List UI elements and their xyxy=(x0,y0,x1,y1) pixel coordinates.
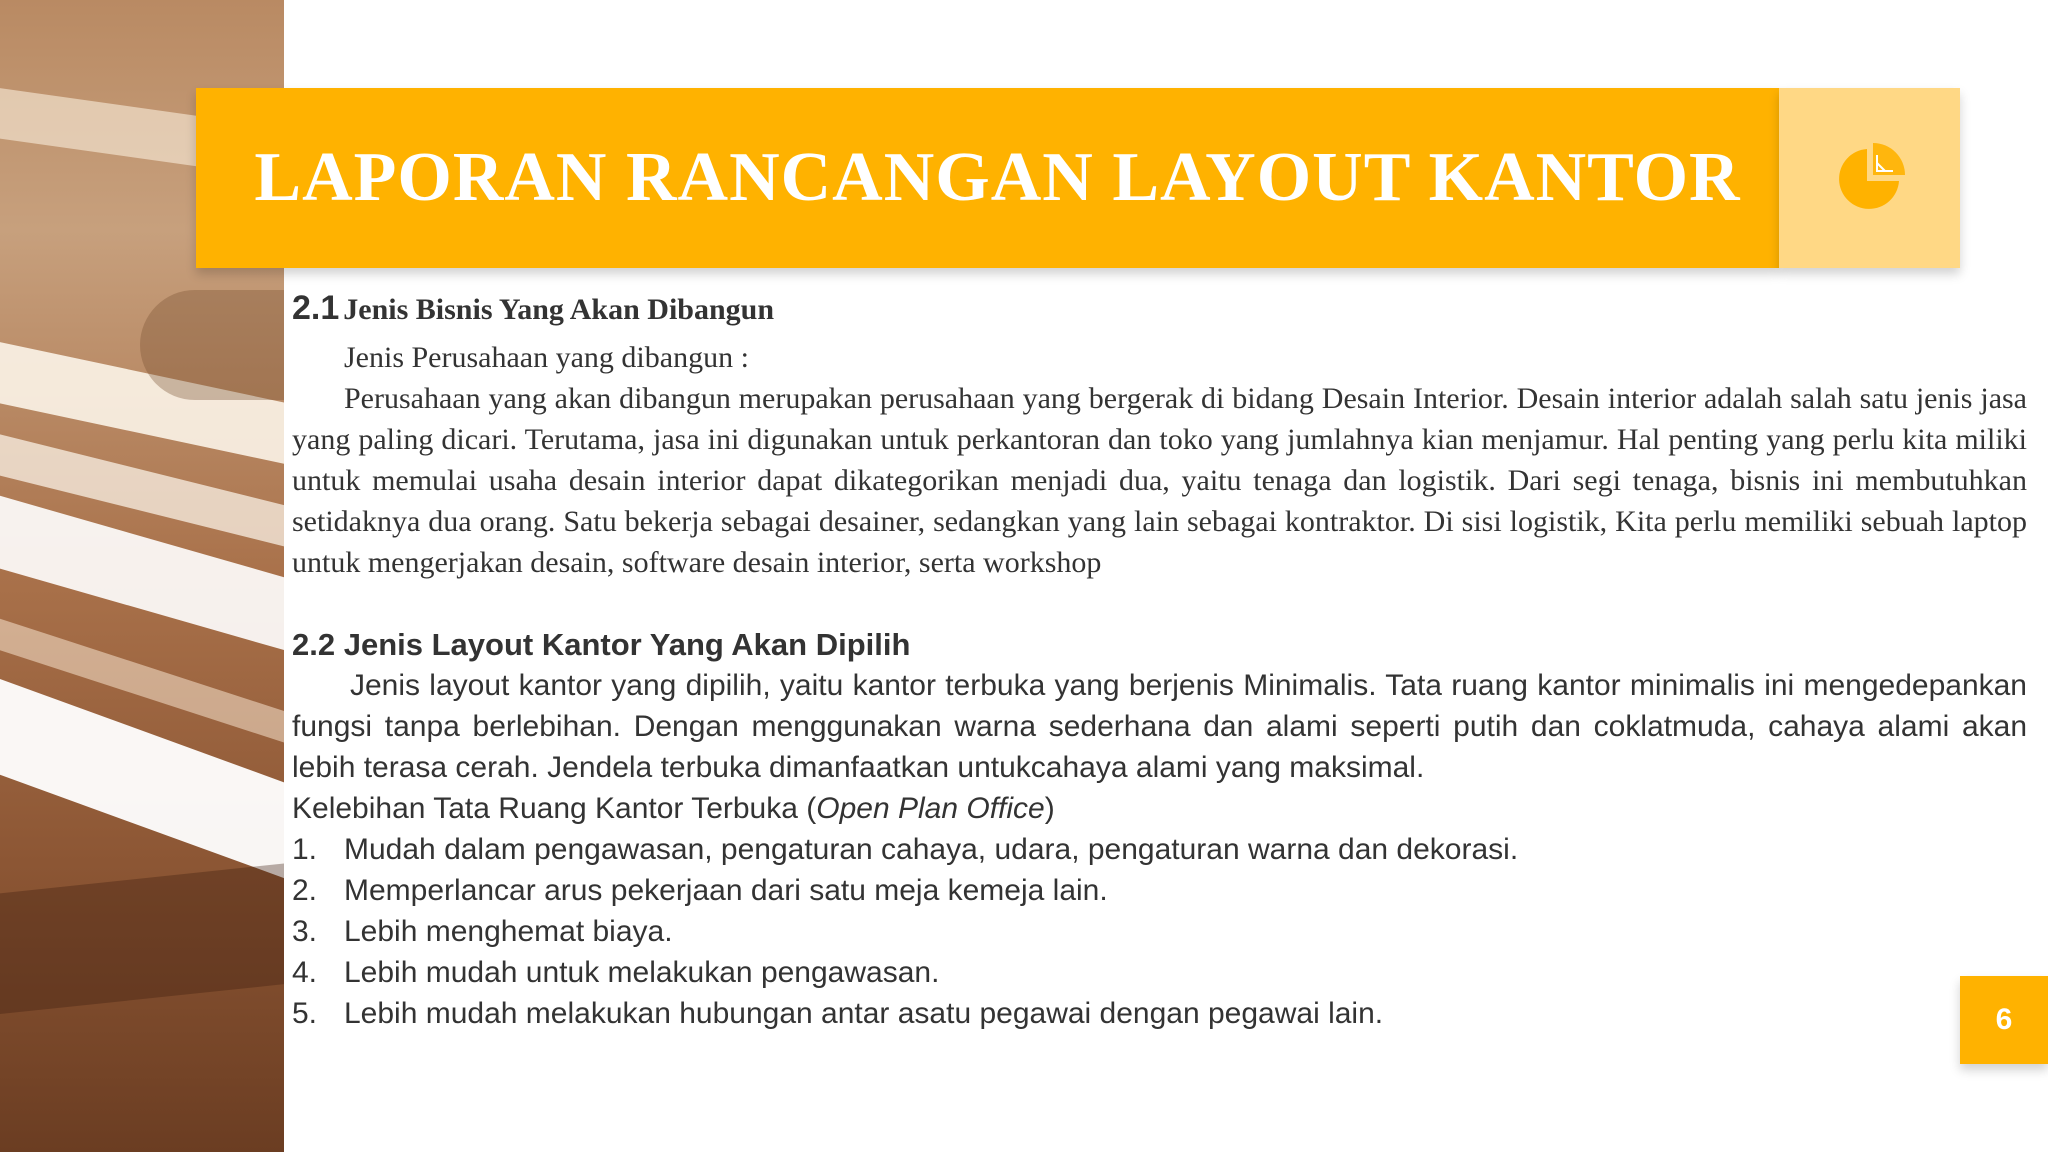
advantages-suffix: ) xyxy=(1044,792,1055,825)
section-1-paragraph: Perusahaan yang akan dibangun merupakan perusahaan yang bergerak di bidang Desain Interior. Desain interior adalah salah satu jenis jasa yang paling dicari. Terutama, jasa ini digunakan untuk perkantoran dan toko yang jumlahnya kian menjamur. Hal penting yang perlu kita miliki untuk memulai usaha desain interior dapat dikategorikan menjadi dua, yaitu tenaga dan logistik. Dari segi tenaga, bisnis ini membutuhkan setidaknya dua orang. Satu bekerja sebagai desainer, sedangkan yang lain sebagai kontraktor. Di sisi logistik, Kita perlu memiliki sebuah laptop untuk mengerjakan desain, software desain interior, serta workshop xyxy=(292,382,2027,579)
section-1-subheading: Jenis Perusahaan yang dibangun : xyxy=(344,341,749,374)
list-item-text: Mudah dalam pengawasan, pengaturan cahaya, udara, pengaturan warna dan dekorasi. xyxy=(344,833,1519,866)
list-item xyxy=(292,829,2027,870)
spacer xyxy=(292,583,2027,624)
list-item xyxy=(292,911,2027,952)
advantages-heading xyxy=(292,788,2027,829)
decor-shape xyxy=(140,290,284,400)
slide-content xyxy=(292,286,2027,1034)
page-title: LAPORAN RANCANGAN LAYOUT KANTOR xyxy=(254,139,1741,216)
section-2-heading: 2.2 Jenis Layout Kantor Yang Akan Dipilih xyxy=(292,627,911,662)
list-item xyxy=(292,993,2027,1034)
list-item xyxy=(292,952,2027,993)
list-item-number: 1. xyxy=(292,833,318,866)
section-2-paragraph: Jenis layout kantor yang dipilih, yaitu kantor terbuka yang berjenis Minimalis. Tata ruang kantor minimalis ini mengedepankan fungsi tanpa berlebihan. Dengan menggunakan warna sederhana dan alami seperti putih dan coklatmuda, cahaya alami akan lebih terasa cerah. Jendela terbuka dimanfaatkan untukcahaya alami yang maksimal. xyxy=(292,669,2027,784)
list-item-number: 2. xyxy=(292,874,318,907)
list-item-number: 4. xyxy=(292,956,318,989)
banner-icon-panel xyxy=(1779,88,1960,268)
list-item-text: Lebih mudah melakukan hubungan antar asatu pegawai dengan pegawai lain. xyxy=(344,997,1384,1030)
section-1-number: 2.1 xyxy=(292,289,340,327)
list-item-text: Memperlancar arus pekerjaan dari satu meja kemeja lain. xyxy=(344,874,1108,907)
section-1-title: Jenis Bisnis Yang Akan Dibangun xyxy=(343,293,775,326)
advantages-italic: Open Plan Office xyxy=(816,792,1045,825)
list-item xyxy=(292,870,2027,911)
list-item-text: Lebih mudah untuk melakukan pengawasan. xyxy=(344,956,940,989)
list-item-text: Lebih menghemat biaya. xyxy=(344,915,673,948)
advantages-list xyxy=(292,829,2027,1034)
list-item-number: 3. xyxy=(292,915,318,948)
title-banner xyxy=(196,88,1779,268)
section-1-heading xyxy=(292,286,2027,337)
page-number: 6 xyxy=(1960,976,2048,1064)
advantages-prefix: Kelebihan Tata Ruang Kantor Terbuka ( xyxy=(292,792,817,825)
list-item-number: 5. xyxy=(292,997,318,1030)
pie-chart-icon xyxy=(1833,141,1907,215)
